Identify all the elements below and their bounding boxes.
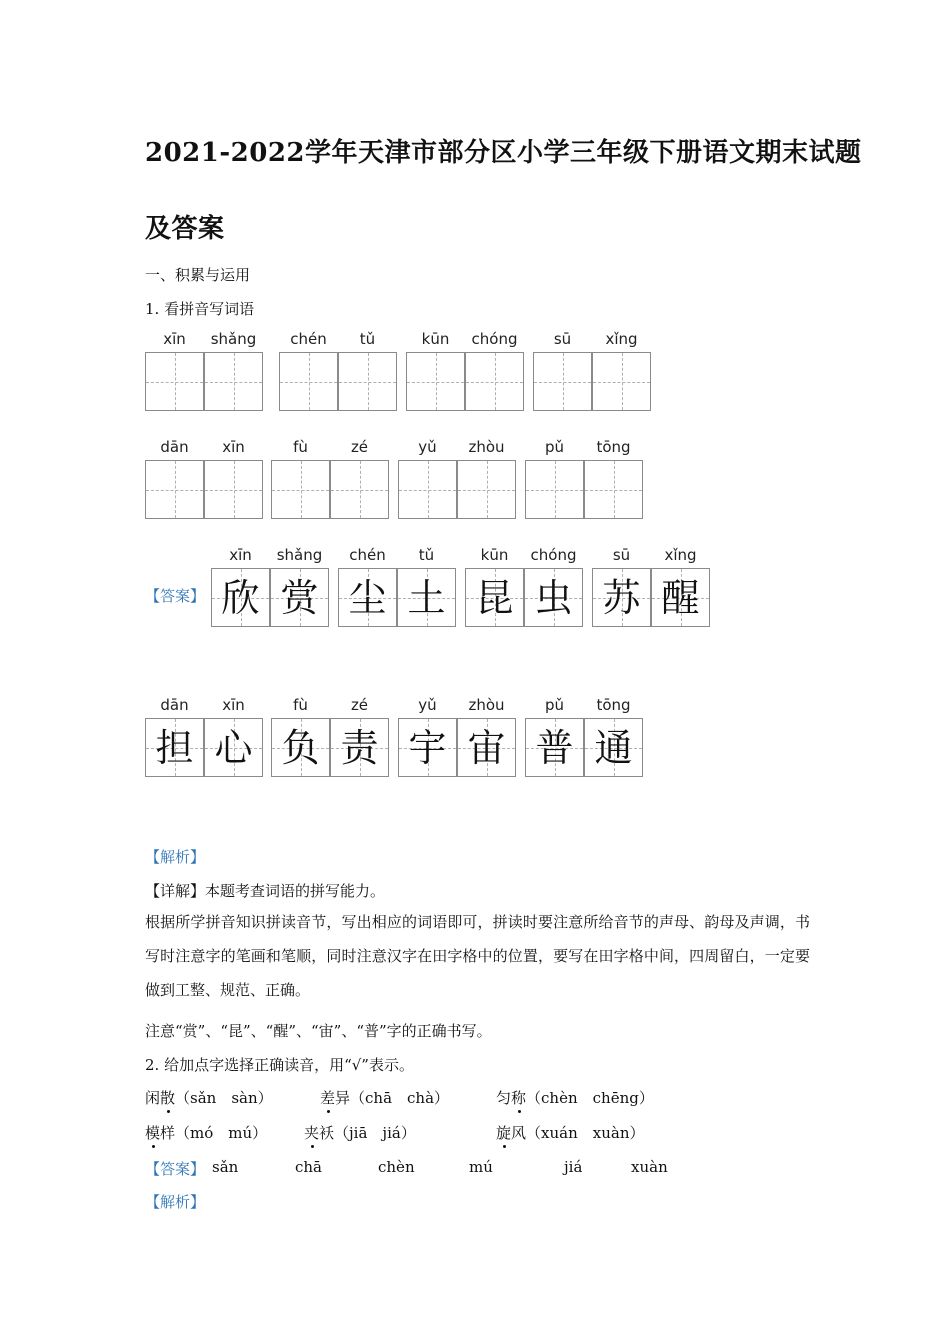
pinyin-grid-row xyxy=(0,330,950,415)
hanzi-character: 负 xyxy=(281,726,320,770)
q2-item xyxy=(496,1122,644,1143)
pinyin-options: （sǎn sàn） xyxy=(175,1089,273,1107)
pinyin-label: yǔ xyxy=(418,696,437,714)
tianzige-cell[interactable] xyxy=(279,352,338,411)
word-part: 风 xyxy=(511,1124,527,1142)
pinyin-label: tǔ xyxy=(359,330,376,348)
word-part: 闲 xyxy=(145,1089,161,1107)
word-part: 异 xyxy=(335,1089,351,1107)
word-part: 袄 xyxy=(319,1124,335,1142)
tianzige-cell xyxy=(398,718,457,777)
tianzige-cell xyxy=(145,718,204,777)
hanzi-character: 心 xyxy=(214,726,253,770)
pinyin-label: zhòu xyxy=(468,696,505,714)
question-1: 1. 看拼音写词语 xyxy=(145,300,255,318)
q2-answer: jiá xyxy=(564,1158,583,1176)
hanzi-character: 醒 xyxy=(661,576,700,620)
pinyin-options: （jiā jiá） xyxy=(334,1124,416,1142)
q2-item xyxy=(145,1087,273,1108)
pinyin-label: xīn xyxy=(163,330,186,348)
analysis-tag: 【解析】 xyxy=(145,1193,206,1211)
q2-item xyxy=(304,1122,416,1143)
pinyin-options: （chèn chēng） xyxy=(526,1089,654,1107)
pinyin-label: zé xyxy=(350,696,369,714)
pinyin-label: xīn xyxy=(222,696,245,714)
tianzige-cell[interactable] xyxy=(465,352,524,411)
tianzige-cell xyxy=(457,718,516,777)
tianzige-cell xyxy=(204,718,263,777)
pinyin-label: tōng xyxy=(596,438,631,456)
pinyin-label: xīn xyxy=(229,546,252,564)
section-heading: 一、积累与运用 xyxy=(145,266,251,284)
tianzige-cell[interactable] xyxy=(271,460,330,519)
pinyin-label: fù xyxy=(293,696,308,714)
tianzige-cell xyxy=(330,718,389,777)
tianzige-cell[interactable] xyxy=(398,460,457,519)
pinyin-label: sū xyxy=(612,546,631,564)
q2-answer: sǎn xyxy=(212,1158,239,1176)
pinyin-label: pǔ xyxy=(544,438,565,456)
tianzige-cell[interactable] xyxy=(406,352,465,411)
hanzi-character: 苏 xyxy=(602,576,641,620)
answer-tag: 【答案】 xyxy=(145,1160,206,1178)
hanzi-character: 尘 xyxy=(348,576,387,620)
tianzige-cell[interactable] xyxy=(592,352,651,411)
hanzi-character: 赏 xyxy=(280,576,319,620)
detail-text: 本题考查词语的拼写能力。 xyxy=(205,882,386,900)
tianzige-cell xyxy=(584,718,643,777)
q2-answer: mú xyxy=(469,1158,493,1176)
hanzi-character: 欣 xyxy=(221,576,260,620)
pinyin-label: sū xyxy=(553,330,572,348)
q2-item xyxy=(320,1087,449,1108)
tianzige-cell[interactable] xyxy=(525,460,584,519)
pinyin-label: yǔ xyxy=(418,438,437,456)
tianzige-cell xyxy=(270,568,329,627)
tianzige-cell xyxy=(271,718,330,777)
detail-tag: 【详解】 xyxy=(145,882,206,900)
tianzige-cell[interactable] xyxy=(533,352,592,411)
question-2: 2. 给加点字选择正确读音，用“√”表示。 xyxy=(145,1056,414,1074)
dotted-char: 称 xyxy=(511,1089,527,1107)
writing-note: 注意“赏”、“昆”、“醒”、“宙”、“普”字的正确书写。 xyxy=(145,1022,492,1040)
pinyin-label: shǎng xyxy=(210,330,257,348)
pinyin-label: chóng xyxy=(471,330,518,348)
pinyin-label: zé xyxy=(350,438,369,456)
tianzige-cell[interactable] xyxy=(330,460,389,519)
tianzige-cell xyxy=(592,568,651,627)
pinyin-label: pǔ xyxy=(544,696,565,714)
page-title: 2021-2022学年天津市部分区小学三年级下册语文期末试题 xyxy=(145,138,862,168)
pinyin-label: shǎng xyxy=(276,546,323,564)
pinyin-grid-row xyxy=(0,438,950,523)
tianzige-cell xyxy=(465,568,524,627)
tianzige-cell[interactable] xyxy=(584,460,643,519)
pinyin-label: kūn xyxy=(421,330,450,348)
tianzige-cell[interactable] xyxy=(204,460,263,519)
pinyin-options: （mó mú） xyxy=(175,1124,268,1142)
q2-item xyxy=(145,1122,267,1143)
tianzige-cell[interactable] xyxy=(145,352,204,411)
tianzige-cell xyxy=(651,568,710,627)
tianzige-cell xyxy=(525,718,584,777)
hanzi-character: 虫 xyxy=(534,576,573,620)
pinyin-options: （xuán xuàn） xyxy=(526,1124,645,1142)
answer-tag: 【答案】 xyxy=(145,587,206,605)
pinyin-label: tǔ xyxy=(418,546,435,564)
pinyin-label: dān xyxy=(160,696,189,714)
pinyin-label: dān xyxy=(160,438,189,456)
pinyin-options: （chā chà） xyxy=(350,1089,450,1107)
hanzi-character: 土 xyxy=(407,576,446,620)
tianzige-cell xyxy=(397,568,456,627)
pinyin-label: tōng xyxy=(596,696,631,714)
analysis-tag: 【解析】 xyxy=(145,848,206,866)
hanzi-character: 宇 xyxy=(408,726,447,770)
pinyin-label: chén xyxy=(290,330,327,348)
tianzige-cell[interactable] xyxy=(457,460,516,519)
answer-grid-row xyxy=(0,696,950,781)
explanation-paragraph: 根据所学拼音知识拼读音节，写出相应的词语即可，拼读时要注意所给音节的声母、韵母及声调，书写时注意字的笔画和笔顺，同时注意汉字在田字格中的位置，要写在田字格中间，四周留白，一定要做到工整、规范、正确。 xyxy=(145,913,810,999)
pinyin-label: xǐng xyxy=(664,546,697,564)
word-part: 匀 xyxy=(496,1089,512,1107)
dotted-char: 旋 xyxy=(496,1124,512,1142)
tianzige-cell xyxy=(338,568,397,627)
q2-item xyxy=(496,1087,654,1108)
hanzi-character: 昆 xyxy=(475,576,514,620)
pinyin-label: xǐng xyxy=(605,330,638,348)
pinyin-label: zhòu xyxy=(468,438,505,456)
detail-line xyxy=(145,880,385,901)
dotted-char: 散 xyxy=(160,1089,176,1107)
hanzi-character: 责 xyxy=(340,726,379,770)
q2-answer: xuàn xyxy=(631,1158,668,1176)
q2-answer: chèn xyxy=(378,1158,415,1176)
pinyin-label: kūn xyxy=(480,546,509,564)
tianzige-cell[interactable] xyxy=(145,460,204,519)
page-title-continued: 及答案 xyxy=(145,214,225,244)
dotted-char: 模 xyxy=(145,1124,161,1142)
hanzi-character: 宙 xyxy=(467,726,506,770)
tianzige-cell[interactable] xyxy=(338,352,397,411)
pinyin-label: fù xyxy=(293,438,308,456)
pinyin-label: xīn xyxy=(222,438,245,456)
word-part: 样 xyxy=(160,1124,176,1142)
pinyin-label: chén xyxy=(349,546,386,564)
hanzi-character: 普 xyxy=(535,726,574,770)
pinyin-label: chóng xyxy=(530,546,577,564)
tianzige-cell[interactable] xyxy=(204,352,263,411)
tianzige-cell xyxy=(211,568,270,627)
hanzi-character: 通 xyxy=(594,726,633,770)
dotted-char: 差 xyxy=(320,1089,336,1107)
dotted-char: 夹 xyxy=(304,1124,320,1142)
tianzige-cell xyxy=(524,568,583,627)
hanzi-character: 担 xyxy=(155,726,194,770)
answer-grid-row xyxy=(0,546,950,631)
q2-answer: chā xyxy=(295,1158,323,1176)
